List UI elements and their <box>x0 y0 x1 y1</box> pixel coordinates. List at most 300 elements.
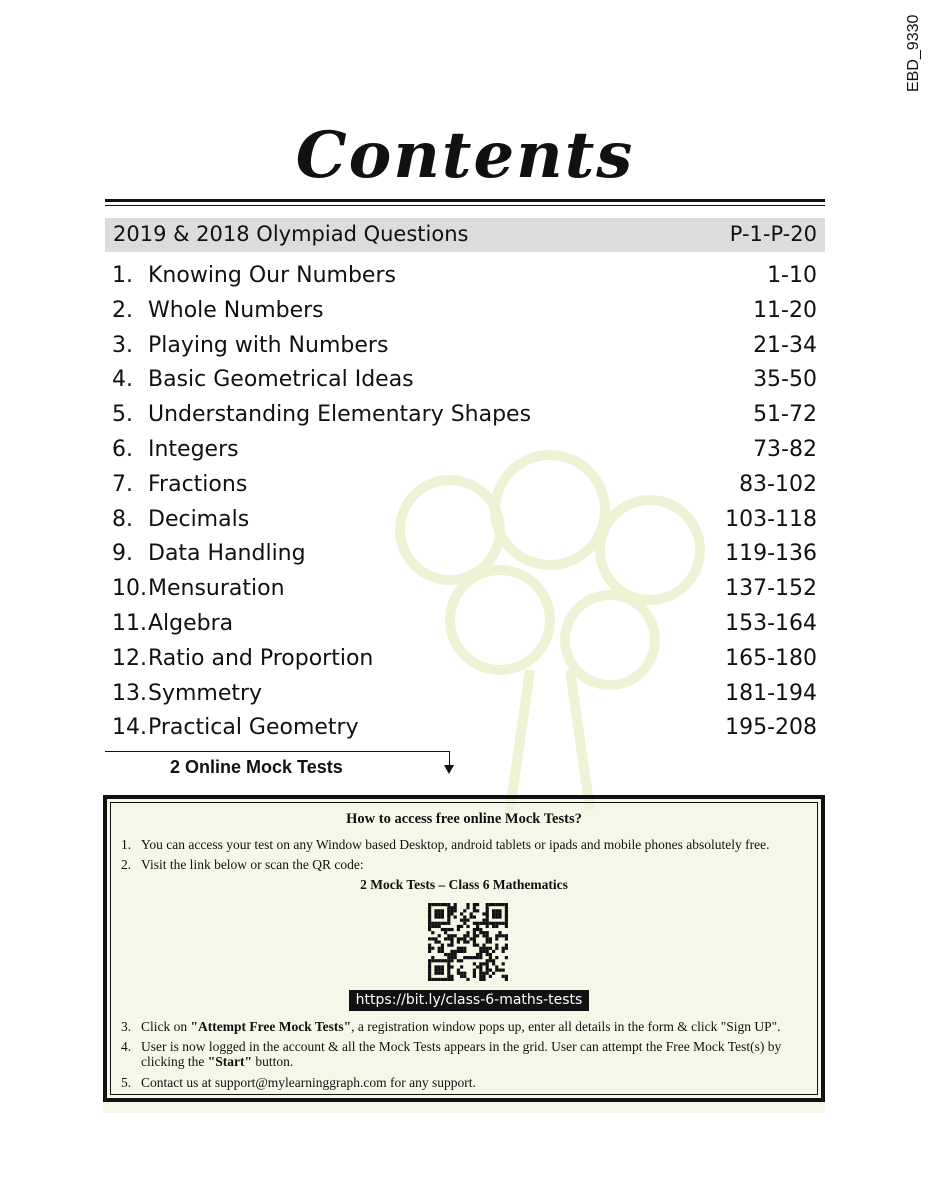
qr-module <box>486 959 489 962</box>
chapter-row[interactable] <box>112 333 817 363</box>
qr-module <box>431 922 434 925</box>
qr-module <box>447 909 450 912</box>
qr-module <box>434 972 437 975</box>
qr-module <box>438 934 441 937</box>
mock-line <box>105 751 450 752</box>
chapter-pages: 103-118 <box>725 506 817 532</box>
qr-module <box>489 940 492 943</box>
qr-module <box>454 950 457 953</box>
qr-module <box>438 950 441 953</box>
qr-module <box>505 978 508 981</box>
step-4-text: User is now logged in the account & all the Mock Tests appears in the grid. User can attempt the Free Mock Test(s) by clicking the <box>141 1039 782 1069</box>
qr-module <box>450 940 453 943</box>
chapter-number: 12. <box>112 645 147 671</box>
qr-module <box>447 919 450 922</box>
qr-module <box>434 915 437 918</box>
chapter-number: 14. <box>112 715 147 741</box>
qr-module <box>473 962 476 965</box>
book-code: EBD_9330 <box>905 14 922 92</box>
qr-module <box>479 978 482 981</box>
qr-module <box>479 950 482 953</box>
qr-module <box>489 959 492 962</box>
qr-module <box>479 962 482 965</box>
qr-module <box>463 975 466 978</box>
qr-module <box>495 925 498 928</box>
arrow-down-icon <box>444 765 454 774</box>
qr-module <box>505 922 508 925</box>
qr-module <box>486 950 489 953</box>
qr-module <box>489 969 492 972</box>
step-4-text-end: button. <box>251 1054 294 1069</box>
qr-module <box>441 915 444 918</box>
step-3: 3. Click on "Attempt Free Mock Tests", a registration window pops up, enter all details in the form & click "Sign UP". <box>121 1019 781 1034</box>
step-3-text: Click on <box>141 1019 191 1034</box>
qr-module <box>495 965 498 968</box>
qr-module <box>457 959 460 962</box>
qr-module <box>505 944 508 947</box>
qr-module <box>447 928 450 931</box>
chapter-row[interactable] <box>112 681 817 711</box>
qr-module <box>479 928 482 931</box>
qr-module <box>502 934 505 937</box>
qr-module <box>428 950 431 953</box>
qr-module <box>457 950 460 953</box>
chapter-title: Algebra <box>148 611 234 636</box>
qr-module <box>434 922 437 925</box>
chapter-pages: 153-164 <box>725 611 817 636</box>
qr-module <box>482 975 485 978</box>
qr-module <box>447 962 450 965</box>
chapter-number: 13. <box>112 680 147 706</box>
qr-module <box>460 937 463 940</box>
qr-module <box>492 962 495 965</box>
chapter-row[interactable] <box>112 367 817 397</box>
qr-module <box>460 947 463 950</box>
qr-module <box>447 959 450 962</box>
qr-module <box>482 931 485 934</box>
chapter-row[interactable] <box>112 576 817 606</box>
qr-module <box>441 959 444 962</box>
qr-module <box>473 969 476 972</box>
qr-module <box>492 972 495 975</box>
qr-module <box>428 975 431 978</box>
qr-module <box>466 934 469 937</box>
qr-module <box>438 978 441 981</box>
qr-module <box>450 937 453 940</box>
qr-module <box>495 956 498 959</box>
qr-module <box>428 919 431 922</box>
qr-module <box>463 922 466 925</box>
qr-module <box>489 922 492 925</box>
qr-module <box>460 965 463 968</box>
qr-module <box>428 978 431 981</box>
qr-module <box>457 940 460 943</box>
step-3-text-end: , a registration window pops up, enter all details in the form & click "Sign UP". <box>351 1019 781 1034</box>
qr-module <box>428 972 431 975</box>
chapter-title: Whole Numbers <box>148 297 324 323</box>
qr-module <box>479 922 482 925</box>
qr-module <box>482 947 485 950</box>
qr-module <box>476 965 479 968</box>
qr-module <box>463 950 466 953</box>
qr-module <box>441 928 444 931</box>
qr-module <box>441 944 444 947</box>
qr-module <box>486 962 489 965</box>
qr-module <box>505 919 508 922</box>
qr-module <box>479 956 482 959</box>
qr-module <box>457 928 460 931</box>
qr-module <box>463 940 466 943</box>
qr-module <box>498 903 501 906</box>
qr-module <box>498 969 501 972</box>
qr-module <box>466 906 469 909</box>
qr-module <box>450 928 453 931</box>
qr-module <box>473 956 476 959</box>
qr-module <box>428 912 431 915</box>
qr-module <box>502 950 505 953</box>
qr-module <box>502 975 505 978</box>
qr-module <box>482 922 485 925</box>
qr-module <box>505 937 508 940</box>
chapter-number: 11. <box>112 611 147 636</box>
qr-module <box>473 903 476 906</box>
qr-module <box>447 956 450 959</box>
qr-module <box>463 909 466 912</box>
qr-module <box>498 909 501 912</box>
chapter-row[interactable] <box>112 472 817 502</box>
chapter-title: Symmetry <box>148 680 263 706</box>
qr-module <box>441 950 444 953</box>
qr-module <box>447 969 450 972</box>
chapter-number: 5. <box>112 402 133 428</box>
qr-module <box>441 912 444 915</box>
qr-module <box>441 978 444 981</box>
qr-module <box>447 912 450 915</box>
qr-module <box>428 944 431 947</box>
qr-module <box>450 912 453 915</box>
qr-module <box>495 909 498 912</box>
qr-module <box>505 925 508 928</box>
qr-module <box>434 912 437 915</box>
qr-module <box>495 922 498 925</box>
step-2: 2. Visit the link below or scan the QR code: <box>121 857 364 872</box>
title-rule-thin <box>105 205 825 206</box>
qr-module <box>486 934 489 937</box>
qr-module <box>495 947 498 950</box>
chapter-number: 6. <box>112 437 133 462</box>
chapter-row[interactable] <box>112 437 817 467</box>
qr-module <box>476 944 479 947</box>
qr-module <box>431 956 434 959</box>
chapter-number: 9. <box>112 541 133 567</box>
qr-module <box>495 944 498 947</box>
chapter-title: Practical Geometry <box>148 715 359 741</box>
qr-module <box>447 937 450 940</box>
qr-module <box>447 944 450 947</box>
qr-module <box>457 937 460 940</box>
qr-module <box>486 965 489 968</box>
chapter-pages: 83-102 <box>739 471 817 497</box>
qr-module <box>502 903 505 906</box>
qr-module <box>441 909 444 912</box>
qr-module <box>428 969 431 972</box>
qr-module <box>434 903 437 906</box>
qr-module <box>450 959 453 962</box>
qr-module <box>498 912 501 915</box>
chapter-pages: 21-34 <box>753 332 817 358</box>
qr-module <box>492 909 495 912</box>
qr-module <box>482 978 485 981</box>
qr-module <box>502 969 505 972</box>
qr-module <box>460 912 463 915</box>
qr-module <box>454 915 457 918</box>
qr-module <box>466 956 469 959</box>
qr-module <box>486 953 489 956</box>
qr-module <box>444 959 447 962</box>
qr-module <box>428 922 431 925</box>
chapter-row[interactable] <box>112 715 817 745</box>
qr-module <box>479 953 482 956</box>
qr-module <box>428 906 431 909</box>
start-label: "Start" <box>207 1054 252 1069</box>
qr-module <box>431 978 434 981</box>
qr-module <box>505 975 508 978</box>
qr-module <box>492 925 495 928</box>
qr-module <box>438 947 441 950</box>
qr-module <box>438 912 441 915</box>
qr-module <box>502 922 505 925</box>
qr-module <box>505 906 508 909</box>
qr-module <box>444 978 447 981</box>
qr-module <box>450 975 453 978</box>
qr-module <box>428 965 431 968</box>
qr-module <box>492 912 495 915</box>
qr-module <box>454 953 457 956</box>
qr-module <box>434 937 437 940</box>
qr-module <box>489 956 492 959</box>
qr-module <box>479 931 482 934</box>
qr-module <box>431 925 434 928</box>
qr-module <box>479 975 482 978</box>
chapter-pages: 119-136 <box>725 541 817 567</box>
chapter-pages: 181-194 <box>725 680 817 706</box>
qr-module <box>492 922 495 925</box>
qr-module <box>473 934 476 937</box>
qr-module <box>502 947 505 950</box>
mock-tests-label: 2 Online Mock Tests <box>170 757 343 777</box>
chapter-title: Knowing Our Numbers <box>148 263 396 288</box>
page-title: Contents <box>295 118 635 193</box>
qr-module <box>434 940 437 943</box>
qr-module <box>447 915 450 918</box>
chapter-title: Understanding Elementary Shapes <box>148 402 532 428</box>
qr-module <box>505 903 508 906</box>
qr-module <box>450 934 453 937</box>
qr-module <box>466 978 469 981</box>
chapter-row[interactable] <box>112 541 817 571</box>
qr-module <box>447 972 450 975</box>
qr-module <box>447 906 450 909</box>
qr-module <box>476 934 479 937</box>
qr-module <box>450 978 453 981</box>
qr-module <box>476 925 479 928</box>
attempt-label: "Attempt Free Mock Tests" <box>190 1019 352 1034</box>
qr-module <box>434 909 437 912</box>
qr-module <box>444 903 447 906</box>
qr-module <box>505 909 508 912</box>
qr-module <box>438 909 441 912</box>
qr-module <box>495 969 498 972</box>
qr-module <box>473 940 476 943</box>
qr-module <box>495 934 498 937</box>
chapter-pages: 1-10 <box>767 263 817 288</box>
qr-module <box>486 969 489 972</box>
qr-code[interactable] <box>428 903 508 981</box>
qr-module <box>486 919 489 922</box>
qr-module <box>428 925 431 928</box>
qr-module <box>473 975 476 978</box>
qr-module <box>447 903 450 906</box>
qr-module <box>460 972 463 975</box>
qr-module <box>428 928 431 931</box>
qr-module <box>479 972 482 975</box>
qr-module <box>482 944 485 947</box>
box-heading: How to access free online Mock Tests? <box>346 811 582 827</box>
qr-module <box>495 937 498 940</box>
qr-module <box>431 937 434 940</box>
qr-module <box>473 909 476 912</box>
qr-module <box>431 947 434 950</box>
qr-module <box>482 934 485 937</box>
chapter-pages: 165-180 <box>725 645 817 671</box>
qr-module <box>450 944 453 947</box>
olympiad-row[interactable] <box>105 218 825 252</box>
qr-module <box>460 975 463 978</box>
qr-module <box>463 937 466 940</box>
qr-module <box>463 915 466 918</box>
qr-module <box>498 915 501 918</box>
chapter-pages: 51-72 <box>753 402 817 428</box>
qr-module <box>428 909 431 912</box>
qr-module <box>431 959 434 962</box>
qr-module <box>473 972 476 975</box>
step-4: 4. User is now logged in the account & all the Mock Tests appears in the grid. User can attempt the Free Mock Test(s) by clicking the "Start" button. <box>121 1039 782 1069</box>
qr-module <box>454 909 457 912</box>
step-5-text: Contact us at support@mylearninggraph.com for any support. <box>141 1075 476 1090</box>
chapter-number: 4. <box>112 367 133 393</box>
qr-module <box>444 928 447 931</box>
chapter-title: Basic Geometrical Ideas <box>148 367 414 393</box>
qr-module <box>470 937 473 940</box>
qr-module <box>498 922 501 925</box>
chapter-title: Decimals <box>148 506 250 532</box>
chapter-title: Data Handling <box>148 541 306 567</box>
qr-module <box>505 915 508 918</box>
qr-module <box>444 922 447 925</box>
qr-module <box>463 947 466 950</box>
qr-module <box>476 953 479 956</box>
chapter-row[interactable] <box>112 402 817 432</box>
qr-module <box>473 931 476 934</box>
qr-module <box>489 947 492 950</box>
qr-module <box>486 903 489 906</box>
qr-module <box>479 947 482 950</box>
qr-module <box>489 975 492 978</box>
qr-module <box>457 969 460 972</box>
qr-module <box>482 919 485 922</box>
qr-module <box>441 969 444 972</box>
chapter-row[interactable] <box>112 611 817 641</box>
qr-module <box>454 956 457 959</box>
qr-module <box>498 934 501 937</box>
qr-module <box>486 947 489 950</box>
chapter-number: 3. <box>112 332 133 358</box>
qr-module <box>473 906 476 909</box>
chapter-row[interactable] <box>112 507 817 537</box>
qr-module <box>447 965 450 968</box>
qr-module <box>466 925 469 928</box>
qr-module <box>447 978 450 981</box>
qr-module <box>486 912 489 915</box>
qr-module <box>438 959 441 962</box>
qr-module <box>447 975 450 978</box>
qr-module <box>463 934 466 937</box>
qr-module <box>428 903 431 906</box>
chapter-row[interactable] <box>112 298 817 328</box>
qr-module <box>476 928 479 931</box>
qr-module <box>505 956 508 959</box>
olympiad-pages: P-1-P-20 <box>729 222 817 246</box>
mock-test-link[interactable]: https://bit.ly/class-6-maths-tests <box>349 990 589 1011</box>
qr-module <box>473 922 476 925</box>
qr-module <box>505 934 508 937</box>
olympiad-label: 2019 & 2018 Olympiad Questions <box>113 222 469 246</box>
qr-module <box>476 909 479 912</box>
qr-module <box>486 922 489 925</box>
qr-module <box>441 903 444 906</box>
step-5: 5. Contact us at support@mylearninggraph.com for any support. <box>121 1075 476 1090</box>
chapter-row[interactable] <box>112 263 817 293</box>
qr-module <box>441 947 444 950</box>
chapter-number: 2. <box>112 297 133 323</box>
chapter-row[interactable] <box>112 646 817 676</box>
qr-module <box>479 965 482 968</box>
qr-module <box>463 919 466 922</box>
qr-module <box>489 937 492 940</box>
qr-module <box>460 919 463 922</box>
chapter-number: 1. <box>112 263 133 288</box>
qr-module <box>476 956 479 959</box>
qr-module <box>486 931 489 934</box>
qr-module <box>454 903 457 906</box>
chapter-pages: 11-20 <box>753 297 817 323</box>
box-subheading: 2 Mock Tests – Class 6 Mathematics <box>360 877 568 892</box>
chapter-pages: 35-50 <box>753 367 817 393</box>
qr-module <box>460 959 463 962</box>
qr-module <box>444 931 447 934</box>
qr-module <box>466 903 469 906</box>
qr-module <box>434 965 437 968</box>
qr-module <box>454 934 457 937</box>
qr-module <box>492 959 495 962</box>
chapter-title: Integers <box>148 437 239 462</box>
qr-module <box>450 956 453 959</box>
qr-module <box>486 925 489 928</box>
qr-module <box>444 937 447 940</box>
chapter-title: Playing with Numbers <box>148 332 389 358</box>
qr-module <box>444 953 447 956</box>
qr-module <box>457 947 460 950</box>
